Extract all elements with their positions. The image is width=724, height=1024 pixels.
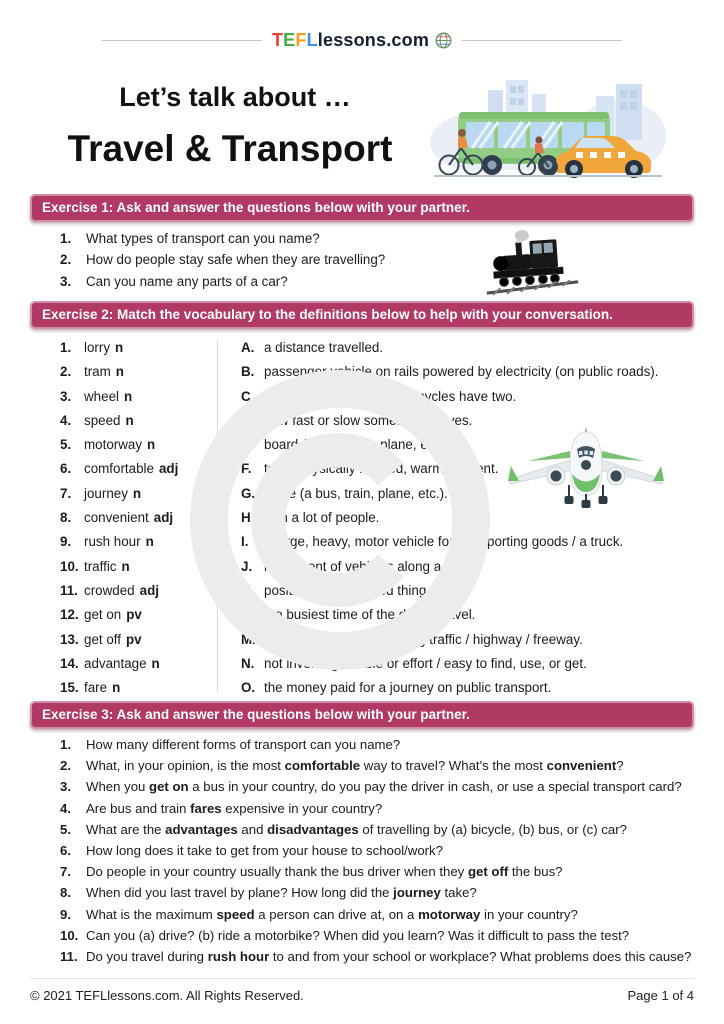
question-number: 11.	[60, 949, 78, 965]
question-fragment: ?	[616, 758, 624, 774]
vocab-item	[60, 336, 210, 360]
question-item	[60, 925, 710, 946]
question-number: 3.	[60, 273, 72, 289]
vocab-word: get on	[84, 607, 122, 623]
question-text	[86, 755, 624, 776]
definition-item	[241, 603, 701, 627]
question-keyword: speed	[216, 906, 255, 922]
definition-item	[241, 628, 701, 652]
question-keyword: convenient	[546, 758, 617, 774]
vocab-pos-tag: pv	[125, 631, 142, 647]
definition-text: with a lot of people.	[264, 510, 380, 526]
vocab-pos-tag: n	[112, 680, 121, 696]
vocab-word: rush hour	[84, 534, 141, 550]
vocab-number: 2.	[60, 364, 72, 380]
definition-text: board (a bus, train, plane, etc.,	[264, 437, 446, 453]
airplane-icon	[506, 424, 666, 510]
question-fragment: When you	[86, 779, 150, 795]
question-keyword: disadvantages	[267, 821, 359, 837]
question-item	[60, 798, 710, 819]
question-number: 1.	[60, 231, 72, 246]
vocab-number: 3.	[60, 388, 72, 404]
definition-text: how fast or slow something moves.	[264, 412, 473, 428]
footer	[30, 978, 694, 1003]
site-logo	[272, 30, 452, 51]
vocab-pos-tag: n	[124, 388, 133, 404]
page-title-line1: Let’s talk about …	[119, 82, 351, 112]
definition-text: a distance travelled.	[264, 340, 384, 355]
exercise3-question-list	[60, 734, 710, 967]
vocab-item	[60, 555, 210, 579]
question-number: 1.	[60, 737, 71, 752]
vocab-item	[60, 409, 210, 433]
question-item	[60, 882, 710, 903]
question-text	[86, 861, 563, 882]
vocab-pos-tag: n	[132, 485, 142, 501]
question-keyword: get off	[467, 864, 509, 880]
question-fragment: expensive in your country?	[221, 800, 383, 816]
question-number: 7.	[60, 864, 71, 880]
question-item	[60, 228, 480, 249]
vocab-word: convenient	[84, 510, 149, 526]
vocab-pos-tag: n	[151, 655, 160, 671]
question-text	[86, 904, 578, 925]
question-text	[86, 776, 682, 797]
question-fragment: a bus in your country, do you pay the driver in cash, or use a special transport card?	[188, 779, 682, 795]
question-item	[60, 819, 710, 840]
question-keyword: get on	[149, 779, 189, 795]
question-text	[86, 798, 382, 819]
question-fragment: a person can drive at, on a	[254, 906, 419, 922]
exercise1-question-list	[60, 228, 480, 292]
definition-text: cars have four of these, bicycles have two.	[264, 388, 517, 404]
vocab-item	[60, 530, 210, 554]
question-text: How do people stay safe when they are travelling?	[86, 252, 386, 268]
question-fragment: What is the maximum	[86, 906, 217, 922]
definition-text: movement of vehicles along a road.	[264, 558, 476, 574]
question-fragment: in your country?	[480, 906, 578, 922]
logo-letter: F	[295, 30, 307, 50]
steam-train-icon	[483, 226, 579, 296]
question-keyword: journey	[393, 885, 441, 901]
question-text	[86, 882, 477, 903]
definition-letter: D.	[241, 412, 255, 428]
question-fragment: and	[237, 821, 268, 837]
definition-text: not involving trouble or effort / easy to find, use, or get.	[264, 655, 587, 671]
question-text	[86, 819, 627, 840]
question-number: 2.	[60, 252, 72, 268]
definition-letter: E.	[241, 437, 254, 453]
question-fragment: the bus?	[508, 864, 563, 880]
question-text	[86, 734, 400, 755]
question-fragment: Are bus and train	[86, 800, 191, 816]
vocab-word: traffic	[84, 558, 117, 574]
question-number: 2.	[60, 758, 71, 774]
vocab-word: get off	[84, 631, 121, 647]
logo-letter: T	[271, 30, 284, 50]
definition-letter: I.	[241, 534, 249, 550]
exercise3-banner: Exercise 3: Ask and answer the questions below with your partner.	[30, 701, 694, 729]
question-fragment: When did you last travel by plane? How long did the	[86, 885, 394, 901]
definition-letter: L.	[241, 607, 253, 623]
vocab-word: comfortable	[84, 461, 154, 477]
vocab-word: advantage	[84, 655, 147, 671]
column-divider	[217, 340, 218, 692]
logo-text	[272, 30, 429, 51]
question-fragment: of travelling by (a) bicycle, (b) bus, or (c) car?	[358, 821, 627, 837]
logo-letter: L	[306, 30, 318, 50]
definition-letter: B.	[241, 364, 255, 380]
vocab-pos-tag: n	[115, 364, 124, 380]
question-fragment: take?	[440, 885, 477, 901]
question-number: 5.	[60, 821, 71, 837]
question-keyword: comfortable	[284, 758, 361, 774]
definition-item	[241, 652, 701, 676]
definition-item	[241, 579, 701, 603]
vocab-pos-tag: pv	[126, 607, 142, 623]
definition-letter: M.	[241, 631, 256, 647]
page-number: Page 1 of 4	[627, 988, 694, 1003]
definition-letter: K.	[241, 582, 255, 598]
vocab-pos-tag: adj	[139, 582, 159, 598]
definition-item	[241, 336, 701, 360]
definition-letter: H.	[241, 510, 255, 526]
definition-letter: J.	[241, 558, 253, 574]
vocab-word: motorway	[84, 437, 143, 453]
definition-text: a wide road for fast-moving traffic / highway / freeway.	[264, 631, 583, 647]
definition-letter: N.	[241, 655, 255, 671]
definition-text: the busiest time of the day to travel.	[264, 607, 476, 623]
vocab-pos-tag: adj	[158, 461, 179, 477]
question-text	[86, 946, 691, 967]
question-number: 9.	[60, 906, 71, 922]
vocab-item	[60, 482, 210, 506]
vocab-number: 15.	[60, 680, 79, 696]
definition-item	[241, 676, 701, 700]
vocab-item	[60, 506, 210, 530]
question-text: Can you name any parts of a car?	[86, 273, 288, 289]
question-text	[86, 925, 629, 946]
vocab-number: 6.	[60, 461, 72, 477]
vocab-number: 11.	[60, 582, 78, 598]
definition-text: leave (a bus, train, plane, etc.).	[264, 485, 448, 501]
definition-item	[241, 530, 701, 554]
header	[0, 30, 724, 51]
globe-icon	[435, 32, 452, 49]
vocab-number: 1.	[60, 340, 72, 355]
question-item	[60, 271, 480, 292]
copyright-text: © 2021 TEFLlessons.com. All Rights Reserved.	[30, 988, 304, 1003]
question-number: 4.	[60, 800, 71, 816]
question-item	[60, 734, 710, 755]
question-fragment: What are the	[86, 821, 166, 837]
question-fragment: way to travel? What's the most	[360, 758, 547, 774]
question-fragment: How long does it take to get from your house to school/work?	[86, 843, 443, 859]
vocab-pos-tag: n	[121, 558, 130, 574]
question-item	[60, 776, 710, 797]
vocab-number: 5.	[60, 437, 72, 453]
page-title-line2: Travel & Transport	[67, 128, 393, 169]
vocab-item	[60, 360, 210, 384]
vocab-pos-tag: n	[147, 437, 156, 453]
question-item	[60, 946, 710, 967]
exercise1-banner: Exercise 1: Ask and answer the questions below with your partner.	[30, 194, 694, 222]
vocab-number: 10.	[60, 558, 79, 574]
vocab-word: speed	[84, 412, 121, 428]
bus-taxi-cyclists-illustration	[428, 76, 668, 186]
definitions-list	[241, 336, 701, 700]
vocab-number: 4.	[60, 412, 72, 428]
question-item	[60, 904, 710, 925]
vocab-number: 8.	[60, 510, 72, 526]
question-number: 10.	[60, 927, 79, 943]
vocab-item	[60, 385, 210, 409]
vocab-item	[60, 457, 210, 481]
vocab-pos-tag: adj	[153, 510, 174, 526]
question-fragment: Do people in your country usually thank the bus driver when they	[86, 864, 468, 880]
vocab-item	[60, 628, 210, 652]
definition-text: the money paid for a journey on public transport.	[264, 680, 552, 696]
vocab-pos-tag: n	[115, 340, 124, 355]
vocab-number: 14.	[60, 655, 79, 671]
question-item	[60, 861, 710, 882]
vocab-item	[60, 676, 210, 700]
vocab-item	[60, 433, 210, 457]
header-rule-right	[462, 40, 622, 41]
vocab-word: tram	[84, 364, 111, 380]
vocab-word: fare	[84, 680, 108, 696]
definition-text: passenger vehicle on rails powered by electricity (on public roads).	[264, 364, 659, 380]
vocab-word: wheel	[84, 388, 119, 404]
logo-letter: lessons.com	[317, 30, 430, 50]
vocab-number: 7.	[60, 485, 72, 501]
definition-item	[241, 385, 701, 409]
question-keyword: fares	[190, 800, 222, 816]
vocabulary-list	[60, 336, 210, 700]
question-number: 3.	[60, 779, 71, 795]
definition-item	[241, 360, 701, 384]
question-fragment: Can you (a) drive? (b) ride a motorbike? When did you learn? Was it difficult to pass the test?	[86, 927, 630, 943]
question-fragment: Do you travel during	[86, 949, 208, 965]
question-fragment: How many different forms of transport can you name?	[86, 737, 401, 752]
question-fragment: to and from your school or workplace? What problems does this cause?	[269, 949, 692, 965]
vocab-number: 12.	[60, 607, 79, 623]
vocab-item	[60, 652, 210, 676]
vocab-word: lorry	[84, 340, 111, 355]
definition-letter: O.	[241, 680, 256, 696]
question-number: 8.	[60, 885, 71, 901]
header-rule-left	[102, 40, 262, 41]
vocab-item	[60, 579, 210, 603]
vocab-word: crowded	[84, 582, 135, 598]
vocab-number: 9.	[60, 534, 72, 550]
question-item	[60, 755, 710, 776]
vocab-pos-tag: n	[125, 412, 134, 428]
logo-letter: E	[283, 30, 296, 50]
vocab-number: 13.	[60, 631, 79, 647]
question-keyword: rush hour	[207, 949, 270, 965]
vocab-item	[60, 603, 210, 627]
definition-letter: F.	[241, 461, 252, 477]
question-text: What types of transport can you name?	[86, 231, 320, 246]
question-number: 6.	[60, 843, 71, 859]
vocab-word: journey	[84, 485, 128, 501]
definition-text: to be physically relaxed, warm, content.	[264, 461, 499, 477]
vocab-pos-tag: n	[145, 534, 154, 550]
definition-letter: A.	[241, 340, 255, 355]
question-fragment: What, in your opinion, is the most	[86, 758, 285, 774]
definition-item	[241, 555, 701, 579]
exercise2-banner: Exercise 2: Match the vocabulary to the definitions below to help with your conversation.	[30, 301, 694, 329]
question-keyword: motorway	[418, 906, 481, 922]
definition-text: a large, heavy, motor vehicle for transporting goods / a truck.	[264, 534, 624, 550]
question-item	[60, 840, 710, 861]
definition-letter: C.	[241, 388, 255, 404]
question-text	[86, 840, 443, 861]
definition-text: positive aspect / good thing.	[264, 582, 431, 598]
question-item	[60, 249, 480, 270]
question-keyword: advantages	[165, 821, 238, 837]
definition-letter: G.	[241, 485, 256, 501]
